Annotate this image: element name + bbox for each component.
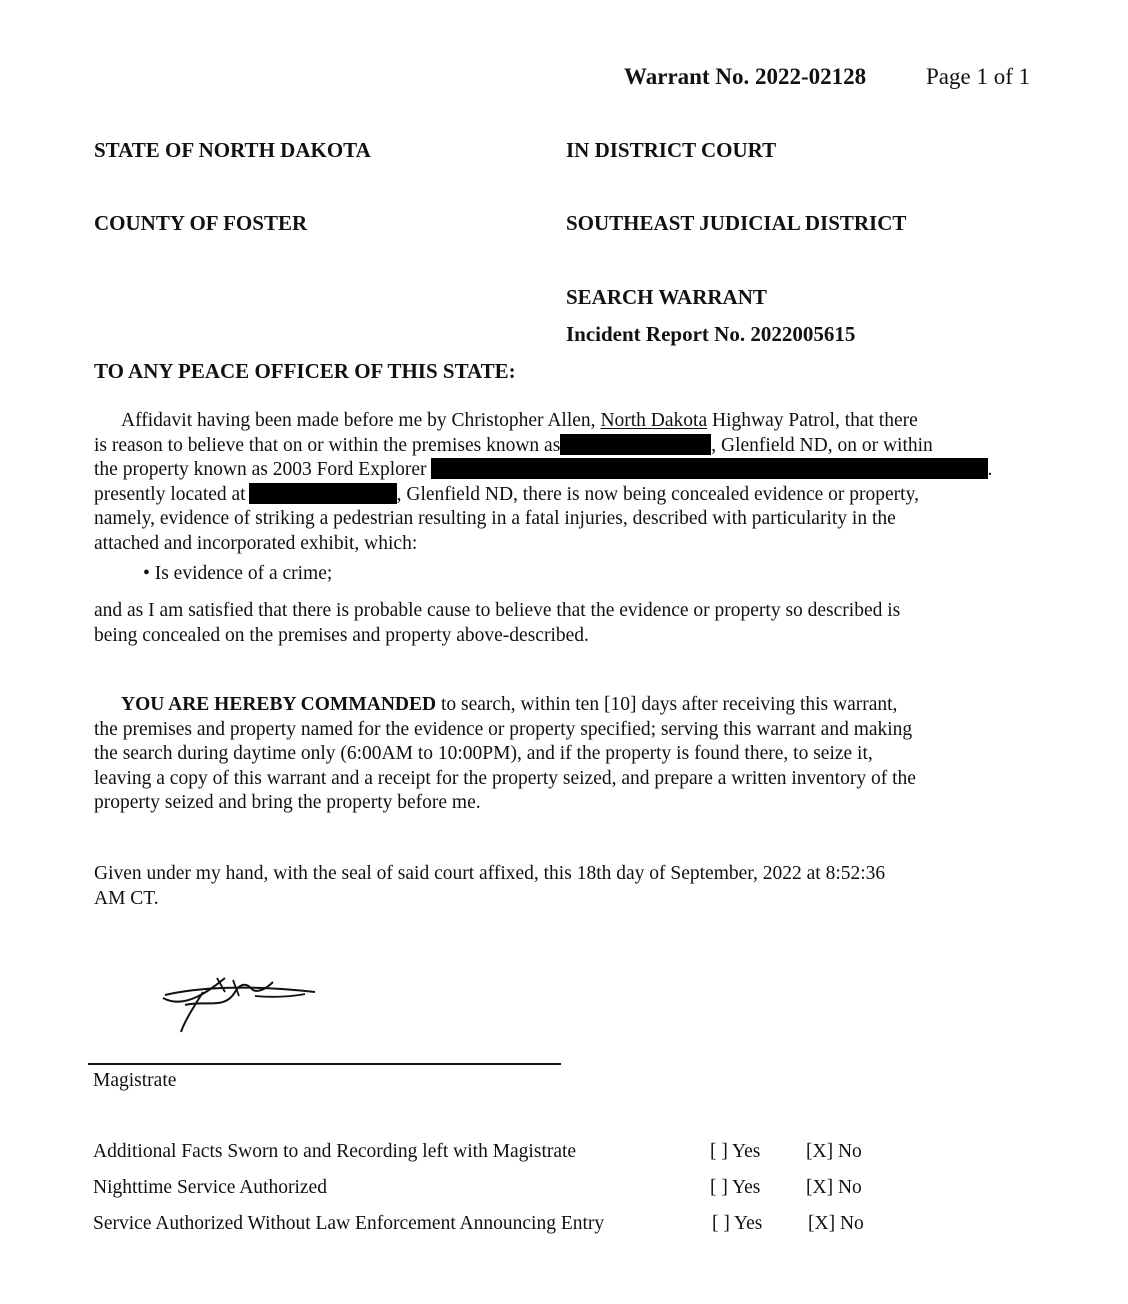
checklist-no-no-knock: [X] No	[808, 1213, 864, 1234]
checklist-yes-nighttime-service: [ ] Yes	[710, 1177, 761, 1198]
checklist-label-additional-facts: Additional Facts Sworn to and Recording left with Magistrate	[93, 1141, 577, 1162]
affidavit-line-6: attached and incorporated exhibit, which:	[94, 532, 418, 554]
warrant-number: Warrant No. 2022-02128	[624, 64, 867, 89]
checklist-no-nighttime-service: [X] No	[806, 1177, 862, 1198]
command-line-3: the search during daytime only (6:00AM to 10:00PM), and if the property is found there, to seize it,	[94, 743, 873, 764]
address-line: TO ANY PEACE OFFICER OF THIS STATE:	[94, 359, 516, 383]
satisfied-line-2: being concealed on the premises and property above-described.	[94, 624, 589, 646]
checklist-label-no-knock: Service Authorized Without Law Enforcement Announcing Entry	[93, 1213, 605, 1234]
affidavit-line-3-end: .	[987, 459, 993, 480]
signature-line	[88, 1063, 561, 1065]
district-label: SOUTHEAST JUDICIAL DISTRICT	[566, 211, 907, 235]
state-label: STATE OF NORTH DAKOTA	[94, 138, 371, 162]
affidavit-line-2-end: , Glenfield ND, on or within	[711, 434, 933, 456]
affidavit-line-2: is reason to believe that on or within the premises known as	[94, 434, 561, 456]
given-line-2: AM CT.	[94, 887, 159, 909]
redaction-block	[431, 458, 988, 479]
affidavit-line-4: presently located at	[94, 483, 246, 505]
command-line-4: leaving a copy of this warrant and a receipt for the property seized, and prepare a written inventory of the	[94, 767, 916, 789]
command-paragraph	[94, 693, 1036, 816]
checklist-yes-no-knock: [ ] Yes	[712, 1213, 763, 1234]
checklist-no-additional-facts: [X] No	[806, 1141, 862, 1162]
page-number: Page 1 of 1	[926, 64, 1031, 89]
affidavit-line-1: Affidavit having been made before me by Christopher Allen,	[121, 410, 601, 431]
affidavit-line-3: the property known as 2003 Ford Explorer	[94, 459, 427, 480]
command-lead: YOU ARE HEREBY COMMANDED	[121, 694, 437, 715]
given-paragraph	[94, 862, 1036, 911]
affidavit-line-4-end: , Glenfield ND, there is now being concealed evidence or property,	[396, 483, 919, 505]
court-label: IN DISTRICT COURT	[566, 138, 777, 162]
affidavit-paragraph	[94, 409, 1036, 556]
incident-report-number: Incident Report No. 2022005615	[566, 322, 856, 346]
command-line-2: the premises and property named for the evidence or property specified; serving this warrant and making	[94, 718, 913, 740]
redaction-block	[249, 483, 397, 504]
bullet-item: • Is evidence of a crime;	[143, 563, 333, 584]
checklist-yes-additional-facts: [ ] Yes	[710, 1141, 761, 1162]
magistrate-label: Magistrate	[93, 1070, 177, 1091]
checklist-label-nighttime-service: Nighttime Service Authorized	[93, 1177, 327, 1198]
affidavit-underlined-text: North Dakota	[600, 410, 708, 431]
magistrate-signature	[155, 970, 325, 1040]
affidavit-line-1-end: Highway Patrol, that there	[707, 410, 918, 431]
command-line-5: property seized and bring the property before me.	[94, 792, 481, 813]
given-line-1: Given under my hand, with the seal of said court affixed, this 18th day of September, 2022 at 8:52:36	[94, 863, 886, 884]
satisfied-line-1: and as I am satisfied that there is probable cause to believe that the evidence or property so described is	[94, 600, 901, 621]
county-label: COUNTY OF FOSTER	[94, 211, 308, 235]
satisfied-paragraph	[94, 599, 1036, 648]
redaction-block	[560, 434, 711, 455]
command-line-1: to search, within ten [10] days after receiving this warrant,	[436, 694, 898, 715]
document-title: SEARCH WARRANT	[566, 285, 767, 309]
affidavit-line-5: namely, evidence of striking a pedestrian resulting in a fatal injuries, described with particularity in the	[94, 508, 896, 529]
